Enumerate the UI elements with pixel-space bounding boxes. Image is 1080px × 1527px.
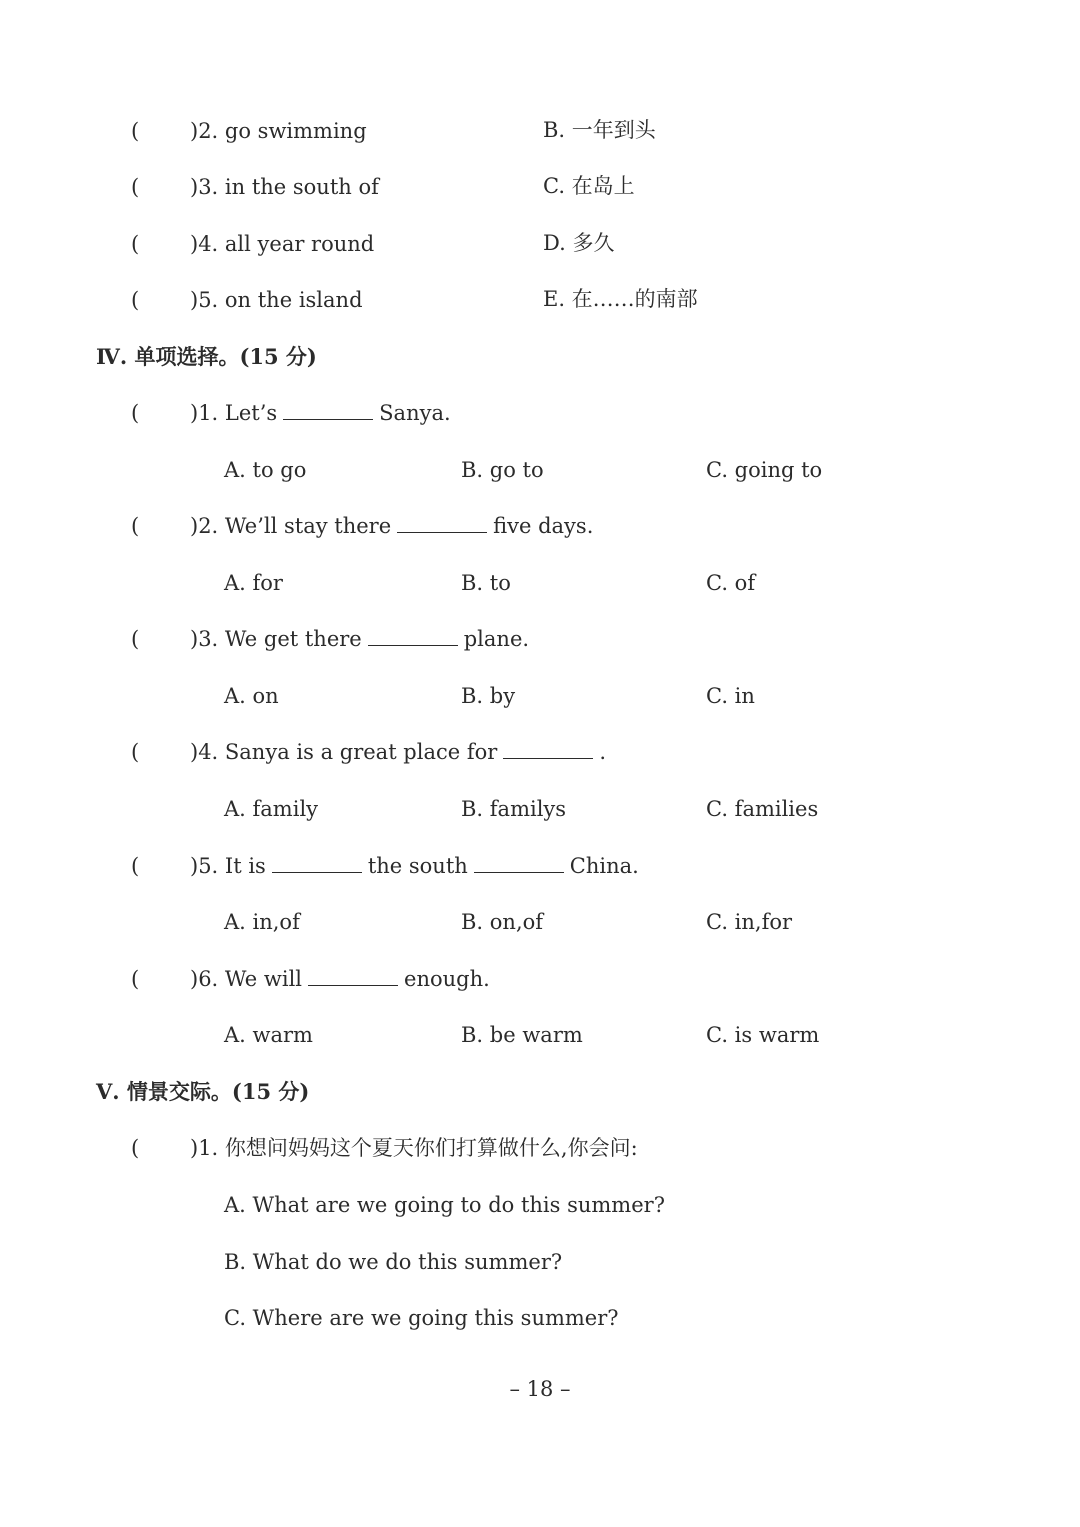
question-stem: )2. We’ll stay there five days.	[190, 514, 594, 538]
answer-blank	[397, 531, 487, 533]
section-heading: Ⅳ. 单项选择。(15 分)	[96, 344, 317, 369]
option-b: B. on,of	[461, 910, 544, 934]
matching-meaning: E. 在……的南部	[543, 287, 698, 311]
answer-blank	[474, 871, 564, 873]
answer-paren: (	[131, 288, 140, 312]
matching-meaning: D. 多久	[543, 231, 615, 255]
matching-phrase: )3. in the south of	[190, 175, 379, 199]
question-stem: )6. We will enough.	[190, 967, 490, 991]
question-stem: )5. It is the south China.	[190, 854, 639, 878]
question-stem: )1. Let’s Sanya.	[190, 401, 451, 425]
question-stem: )1. 你想问妈妈这个夏天你们打算做什么,你会问:	[190, 1136, 638, 1160]
option-a: A. for	[224, 571, 283, 595]
answer-paren: (	[131, 854, 140, 878]
option-c: C. in,for	[706, 910, 793, 934]
answer-paren: (	[131, 119, 140, 143]
answer-paren: (	[131, 401, 140, 425]
answer-paren: (	[131, 175, 140, 199]
option-a: A. on	[224, 684, 279, 708]
option-a: A. to go	[224, 458, 307, 482]
option-a: A. warm	[224, 1023, 313, 1047]
answer-blank	[272, 871, 362, 873]
answer-blank	[503, 757, 593, 759]
option-a: A. in,of	[224, 910, 300, 934]
option-b: B. be warm	[461, 1023, 583, 1047]
matching-phrase: )5. on the island	[190, 288, 363, 312]
option-c: C. in	[706, 684, 755, 708]
option-b: B. What do we do this summer?	[224, 1250, 563, 1274]
option-b: B. to	[461, 571, 511, 595]
answer-blank	[368, 644, 458, 646]
answer-paren: (	[131, 1136, 140, 1160]
matching-meaning: B. 一年到头	[543, 118, 656, 142]
matching-meaning: C. 在岛上	[543, 174, 635, 198]
option-c: C. going to	[706, 458, 823, 482]
answer-paren: (	[131, 967, 140, 991]
option-c: C. Where are we going this summer?	[224, 1306, 619, 1330]
answer-paren: (	[131, 232, 140, 256]
matching-phrase: )2. go swimming	[190, 119, 367, 143]
option-b: B. familys	[461, 797, 567, 821]
answer-paren: (	[131, 627, 140, 651]
option-c: C. of	[706, 571, 756, 595]
option-a: A. What are we going to do this summer?	[224, 1193, 665, 1217]
option-b: B. go to	[461, 458, 544, 482]
question-stem: )3. We get there plane.	[190, 627, 530, 651]
option-c: C. is warm	[706, 1023, 820, 1047]
answer-blank	[308, 984, 398, 986]
matching-phrase: )4. all year round	[190, 232, 375, 256]
option-c: C. families	[706, 797, 819, 821]
option-a: A. family	[224, 797, 319, 821]
page-number: – 18 –	[509, 1377, 571, 1401]
option-b: B. by	[461, 684, 516, 708]
question-stem: )4. Sanya is a great place for .	[190, 740, 606, 764]
answer-paren: (	[131, 740, 140, 764]
section-heading: Ⅴ. 情景交际。(15 分)	[96, 1079, 310, 1104]
answer-blank	[283, 418, 373, 420]
answer-paren: (	[131, 514, 140, 538]
